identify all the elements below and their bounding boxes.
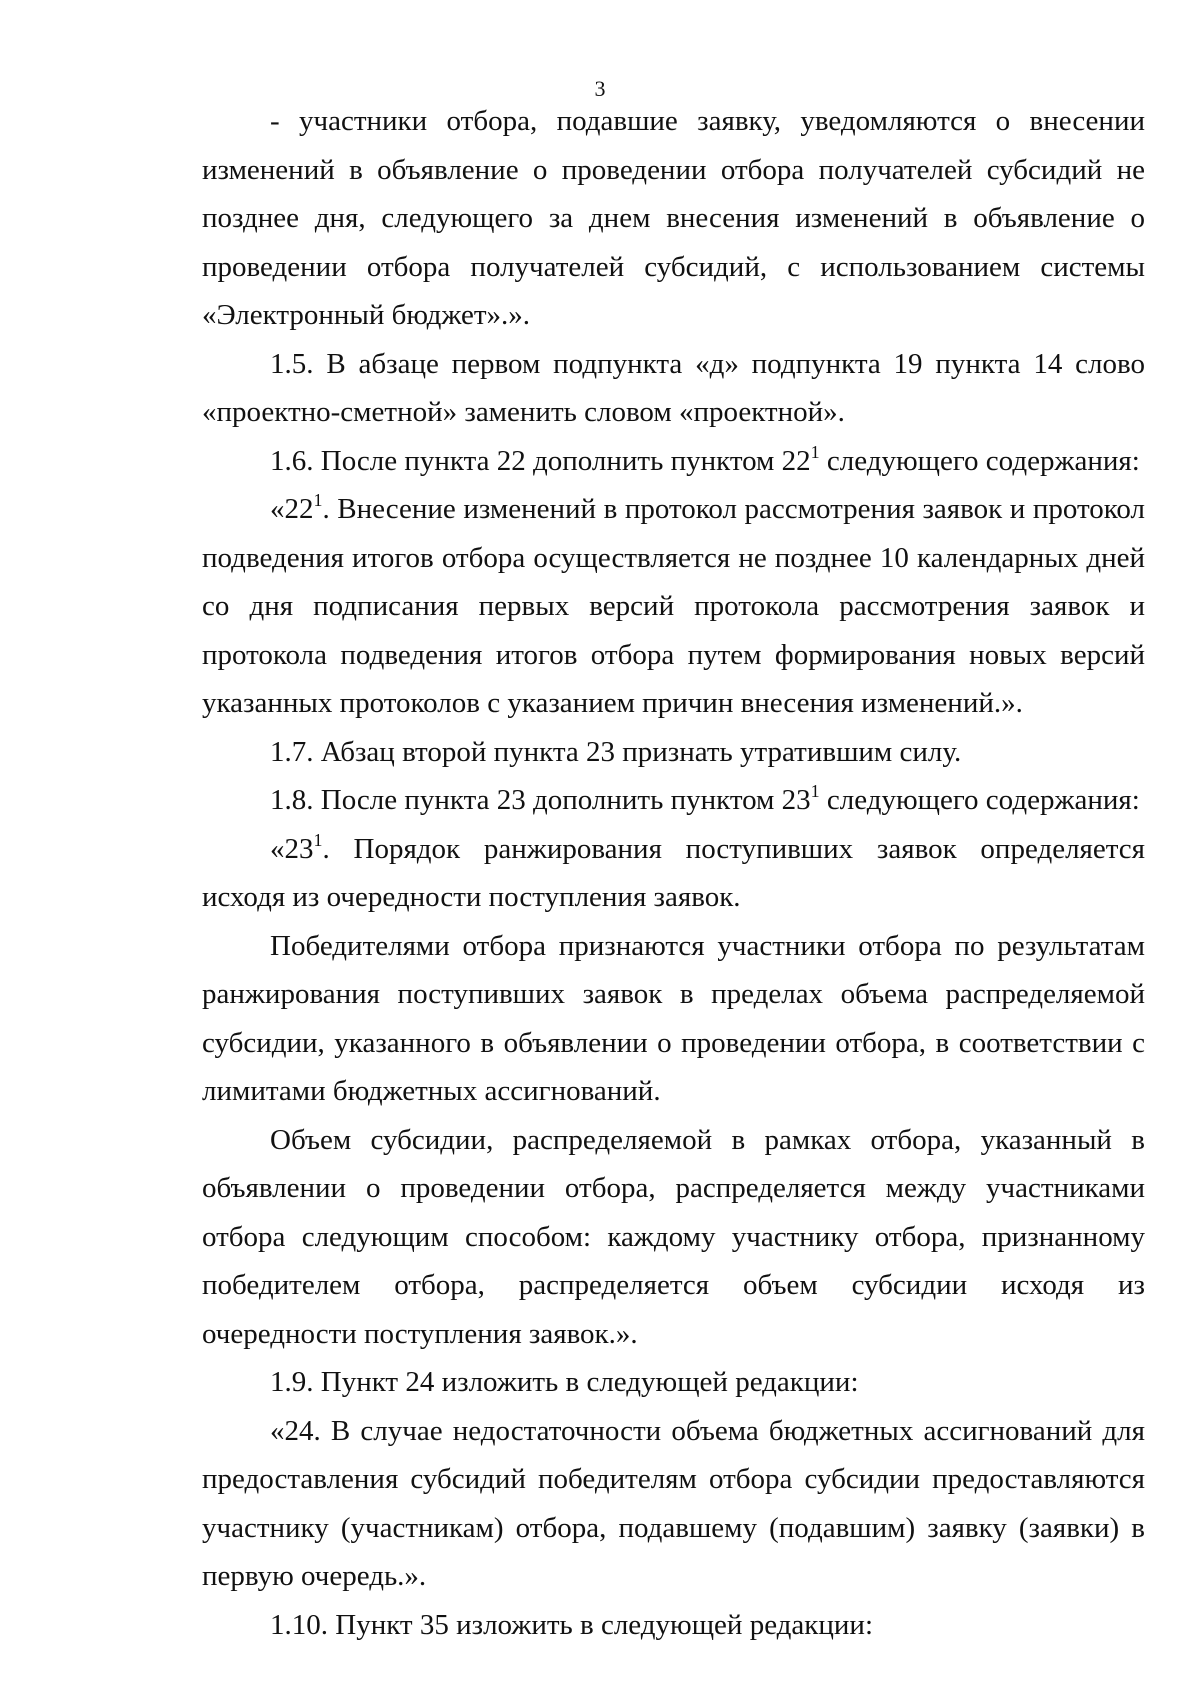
- paragraph-item-1-9: 1.9. Пункт 24 изложить в следующей редакции:: [270, 1366, 859, 1398]
- superscript-mark: 1: [313, 829, 323, 850]
- paragraph-winners: Победителями отбора признаются участники отбора по результатам ранжирования поступивших заявок в пределах объема распределяемой субсидии, указанного в объявлении о проведении отбора, в соответствии с лимитами бюджетных ассигнований.: [202, 929, 1145, 1107]
- paragraph-clause-22-1-start: «22: [270, 493, 314, 525]
- paragraph-clause-23-1: [202, 825, 1145, 922]
- page-number: 3: [594, 76, 606, 101]
- paragraph-item-1-7: 1.7. Абзац второй пункта 23 признать утратившим силу.: [270, 735, 962, 768]
- paragraph-subsidy-volume: Объем субсидии, распределяемой в рамках отбора, указанный в объявлении о проведении отбора, распределяется между участниками отбора следующим способом: каждому участнику отбора, признанному победителем отбора, распределяется объем субсидии исходя из очередности поступления заявок.».: [202, 1123, 1145, 1350]
- paragraph-clause-24: «24. В случае недостаточности объема бюджетных ассигнований для предоставления субсидий победителям отбора субсидии предоставляются участнику (участникам) отбора, подавшему (подавшим) заявку (заявки) в первую очередь.».: [202, 1414, 1145, 1592]
- paragraph-clause-23-1-text: . Порядок ранжирования поступивших заявок определяется исходя из очередности поступления заявок.: [202, 832, 1145, 913]
- paragraph-item-1-8-tail: следующего содержания:: [819, 784, 1140, 816]
- paragraph-item-1-10: 1.10. Пункт 35 изложить в следующей редакции:: [270, 1608, 874, 1641]
- paragraph-item-1-5: 1.5. В абзаце первом подпункта «д» подпункта 19 пункта 14 слово «проектно-сметной» заменить словом «проектной».: [202, 347, 1145, 428]
- paragraph-notification: - участники отбора, подавшие заявку, уведомляются о внесении изменений в объявление о проведении отбора получателей субсидий не позднее дня, следующего за днем внесения изменений в объявление о проведении отбора получателей субсидий, с использованием системы «Электронный бюджет».».: [202, 105, 1145, 331]
- paragraph-clause-23-1-start: «23: [270, 832, 314, 865]
- paragraph-item-1-8: [202, 776, 1145, 825]
- paragraph-item-1-6: [202, 437, 1145, 486]
- paragraph-item-1-6-text: 1.6. После пункта 22 дополнить пунктом 22: [270, 444, 811, 477]
- document-body: [202, 97, 1145, 1649]
- paragraph-item-1-8-text: 1.8. После пункта 23 дополнить пунктом 23: [270, 784, 811, 816]
- superscript-mark: 1: [810, 441, 820, 462]
- paragraph-clause-22-1: [202, 485, 1145, 728]
- superscript-mark: 1: [313, 490, 323, 510]
- superscript-mark: 1: [810, 781, 820, 801]
- paragraph-clause-22-1-text: . Внесение изменений в протокол рассмотрения заявок и протокол подведения итогов отбора осуществляется не позднее 10 календарных дней со дня подписания первых версий протокола рассмотрения заявок и протокола подведения итогов отбора путем формирования новых версий указанных протоколов с указанием причин внесения изменений.».: [202, 493, 1145, 719]
- paragraph-item-1-6-tail: следующего содержания:: [819, 444, 1140, 477]
